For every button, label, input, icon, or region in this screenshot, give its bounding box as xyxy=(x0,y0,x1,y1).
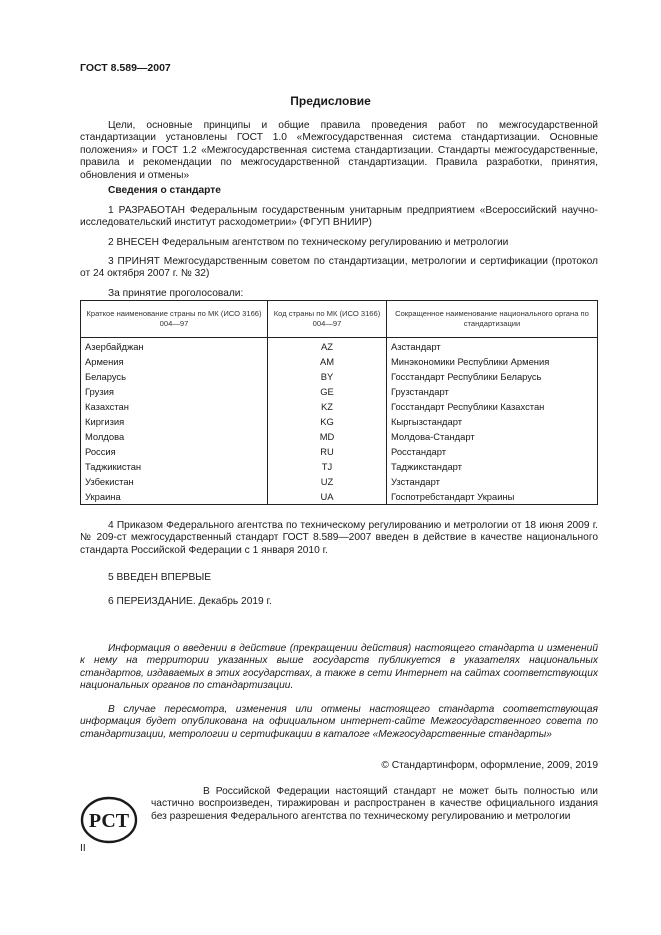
column-header-code: Код страны по МК (ИСО 3166) 004—97 xyxy=(268,301,387,338)
table-row xyxy=(81,354,598,369)
item-6-reissue: 6 ПЕРЕИЗДАНИЕ. Декабрь 2019 г. xyxy=(108,596,272,607)
column-header-body: Сокращенное наименование национального органа по стандартизации xyxy=(387,301,598,338)
voted-label: За принятие проголосовали: xyxy=(108,288,244,299)
column-header-country: Краткое наименование страны по МК (ИСО 3166) 004—97 xyxy=(81,301,268,338)
table-row xyxy=(81,429,598,444)
table-body xyxy=(81,338,598,505)
cell-code: RU xyxy=(268,444,387,459)
cell-code: MD xyxy=(268,429,387,444)
cell-code: GE xyxy=(268,384,387,399)
cell-code: KZ xyxy=(268,399,387,414)
table-row xyxy=(81,384,598,399)
cell-code: KG xyxy=(268,414,387,429)
table-header-row xyxy=(81,301,598,338)
cell-country: Армения xyxy=(81,354,268,369)
cell-standards-body: Росстандарт xyxy=(387,444,598,459)
item-4-order: 4 Приказом Федерального агентства по техническому регулированию и метрологии от 18 июня 2009 г. № 209-ст межгосударственный стандарт ГОСТ 8.589—2007 введен в действие в качестве национального стандарта Российской Федерации с 1 января 2010 г. xyxy=(80,520,598,556)
item-2-introduced: 2 ВНЕСЕН Федеральным агентством по техническому регулированию и метрологии xyxy=(108,237,509,248)
cell-standards-body: Минэкономики Республики Армения xyxy=(387,354,598,369)
table-row xyxy=(81,369,598,384)
cell-standards-body: Азстандарт xyxy=(387,338,598,355)
item-1-developed: 1 РАЗРАБОТАН Федеральным государственным унитарным предприятием «Всероссийский научно-исследовательский институт расходометрии» (ФГУП ВНИИР) xyxy=(80,205,598,229)
notice-revision: В случае пересмотра, изменения или отмены настоящего стандарта соответствующая информация будет опубликована на официальном интернет-сайте Межгосударственного совета по стандартизации, метрологии и сертификации в каталоге «Межгосударственные стандарты» xyxy=(80,704,598,740)
cell-country: Таджикистан xyxy=(81,459,268,474)
voting-table xyxy=(80,300,598,505)
cell-code: UA xyxy=(268,489,387,505)
cell-standards-body: Кыргызстандарт xyxy=(387,414,598,429)
page-title: Предисловие xyxy=(290,94,371,108)
svg-text:РСТ: РСТ xyxy=(88,810,130,832)
cell-code: UZ xyxy=(268,474,387,489)
cell-country: Узбекистан xyxy=(81,474,268,489)
cell-standards-body: Госстандарт Республики Беларусь xyxy=(387,369,598,384)
document-code: ГОСТ 8.589—2007 xyxy=(80,62,171,74)
table-row xyxy=(81,399,598,414)
cell-country: Украина xyxy=(81,489,268,505)
cell-country: Киргизия xyxy=(81,414,268,429)
cell-standards-body: Молдова-Стандарт xyxy=(387,429,598,444)
cell-country: Азербайджан xyxy=(81,338,268,355)
cell-country: Россия xyxy=(81,444,268,459)
intro-paragraph: Цели, основные принципы и общие правила проведения работ по межгосударственной стандартизации установлены ГОСТ 1.0 «Межгосударственная система стандартизации. Основные положения» и ГОСТ 1.2 «Межгосударственная система стандартизации. Стандарты межгосударственные, правила и рекомендации по межгосударственной стандартизации. Правила разработки, принятия, обновления и отмены» xyxy=(80,120,598,181)
cell-standards-body: Таджикстандарт xyxy=(387,459,598,474)
cell-country: Казахстан xyxy=(81,399,268,414)
cell-code: TJ xyxy=(268,459,387,474)
cell-standards-body: Госстандарт Республики Казахстан xyxy=(387,399,598,414)
page-number: II xyxy=(80,843,86,854)
table-row xyxy=(81,444,598,459)
rights-notice: В Российской Федерации настоящий стандарт не может быть полностью или частично воспроизведен, тиражирован и распространен в качестве официального издания без разрешения Федерального агентства по техническому регулированию и метрологии xyxy=(151,786,598,822)
item-5-first: 5 ВВЕДЕН ВПЕРВЫЕ xyxy=(108,572,212,583)
cell-standards-body: Узстандарт xyxy=(387,474,598,489)
table-row xyxy=(81,459,598,474)
cell-standards-body: Грузстандарт xyxy=(387,384,598,399)
copyright-line: © Стандартинформ, оформление, 2009, 2019 xyxy=(381,760,598,771)
cell-code: BY xyxy=(268,369,387,384)
cell-code: AZ xyxy=(268,338,387,355)
cell-code: AM xyxy=(268,354,387,369)
table-row xyxy=(81,489,598,505)
table-row xyxy=(81,474,598,489)
rst-logo-icon xyxy=(80,791,138,849)
cell-standards-body: Госпотребстандарт Украины xyxy=(387,489,598,505)
cell-country: Беларусь xyxy=(81,369,268,384)
notice-publication: Информация о введении в действие (прекращении действия) настоящего стандарта и изменений к нему на территории указанных выше государств публикуется в указателях национальных стандартов, издаваемых в этих государствах, а также в сети Интернет на сайтах соответствующих национальных органов по стандартизации. xyxy=(80,643,598,692)
table-row xyxy=(81,338,598,355)
table-row xyxy=(81,414,598,429)
cell-country: Грузия xyxy=(81,384,268,399)
cell-country: Молдова xyxy=(81,429,268,444)
info-heading: Сведения о стандарте xyxy=(108,185,221,196)
item-3-adopted: 3 ПРИНЯТ Межгосударственным советом по стандартизации, метрологии и сертификации (протокол от 24 октября 2007 г. № 32) xyxy=(80,256,598,280)
